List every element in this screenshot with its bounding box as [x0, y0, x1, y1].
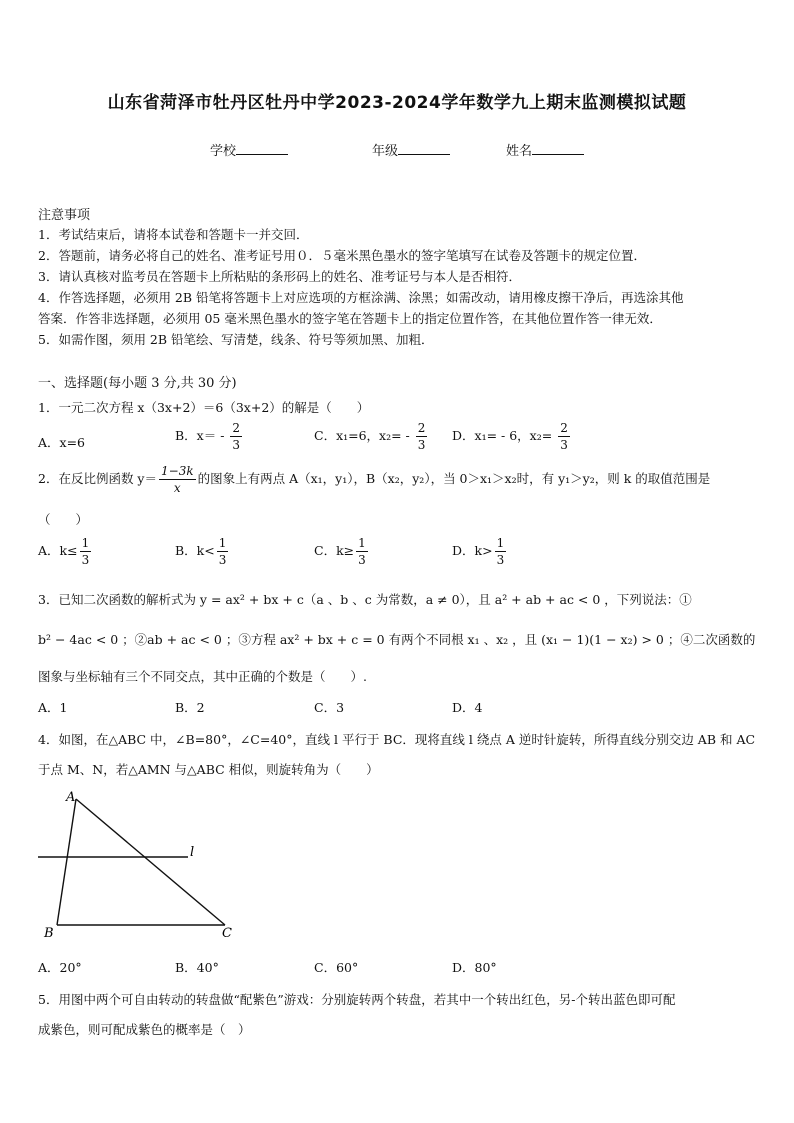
q2-stem — [38, 465, 710, 494]
q2-option-d-text: D．k> — [452, 543, 493, 558]
q2-fraction — [159, 465, 196, 494]
page-title: 山东省菏泽市牡丹区牡丹中学2023-2024学年数学九上期末监测模拟试题 — [107, 93, 687, 113]
q1-option-b — [175, 422, 244, 451]
label-b: B — [44, 926, 54, 941]
school-field — [210, 140, 288, 159]
denominator: x — [173, 481, 181, 495]
denominator: 3 — [417, 438, 426, 452]
q5-line-1: 5．用图中两个可自由转动的转盘做“配紫色”游戏：分别旋转两个转盘，若其中一个转出红色，另-个转出蓝色即可配 — [38, 992, 676, 1007]
q3-option-c: C．3 — [314, 700, 345, 715]
q1-option-b-text: B．x＝ - — [175, 428, 225, 443]
q2-stem-end: （ ） — [38, 512, 89, 527]
q1-option-a: A．x=6 — [38, 435, 86, 450]
q5-line-2: 成紫色，则可配成紫色的概率是（ ） — [38, 1022, 251, 1037]
q4-option-b: B．40° — [175, 960, 219, 975]
grade-field — [372, 140, 450, 159]
notes-heading: 注意事项 — [38, 208, 91, 223]
note-item: 4．作答选择题，必须用 2B 铅笔将答题卡上对应选项的方框涂满、涂黑；如需改动，请用橡皮擦干净后，再选涂其他 — [38, 290, 684, 305]
label-c: C — [222, 926, 232, 941]
label-a: A — [66, 790, 76, 805]
q1-option-d-text: D．x₁= - 6，x₂= — [452, 428, 553, 443]
school-label: 学校 — [210, 144, 237, 159]
note-item: 3．请认真核对监考员在答题卡上所粘贴的条形码上的姓名、准考证号与本人是否相符． — [38, 269, 521, 284]
numerator: 1 — [496, 536, 505, 550]
grade-blank — [398, 142, 450, 155]
note-item: 答案．作答非选择题，必须用 05 毫米黑色墨水的签字笔在答题卡上的指定位置作答，在其他位置作答一律无效． — [38, 311, 662, 326]
q4-option-c: C．60° — [314, 960, 359, 975]
q2-option-c — [314, 537, 370, 566]
numerator: 1 — [358, 536, 366, 550]
numerator: 2 — [417, 421, 426, 435]
triangle-figure — [30, 785, 240, 945]
q3-line-3: 图象与坐标轴有三个不同交点，其中正确的个数是（ ）. — [38, 669, 367, 684]
q2-option-c-fraction — [356, 537, 368, 566]
q2-option-b — [175, 537, 230, 566]
q1-option-c-fraction — [416, 422, 428, 451]
q1-option-c — [314, 422, 429, 451]
q4-line-1: 4．如图，在△ABC 中，∠B=80°，∠C=40°，直线 l 平行于 BC．现将直线 l 绕点 A 逆时针旋转，所得直线分别交边 AB 和 AC — [38, 732, 756, 747]
q4-line-2: 于点 M、N，若△AMN 与△ABC 相似，则旋转角为（ ） — [38, 762, 379, 777]
q2-option-a — [38, 537, 93, 566]
denominator: 3 — [232, 438, 241, 452]
numerator: 1 — [218, 536, 227, 550]
name-field — [506, 140, 584, 159]
q1-option-b-fraction — [230, 422, 242, 451]
numerator: 2 — [232, 421, 241, 435]
side-ac — [76, 799, 225, 925]
denominator: 3 — [81, 553, 90, 567]
q2-option-b-fraction — [217, 537, 229, 566]
name-blank — [532, 142, 584, 155]
q3-option-d: D．4 — [452, 700, 483, 715]
q3-option-a: A．1 — [38, 700, 68, 715]
denominator: 3 — [560, 438, 568, 452]
denominator: 3 — [218, 553, 227, 567]
q1-option-d-fraction — [558, 422, 570, 451]
numerator: 2 — [560, 421, 568, 435]
school-blank — [236, 142, 288, 155]
q1-stem: 1．一元二次方程 x（3x+2）＝6（3x+2）的解是（ ） — [38, 400, 370, 415]
section-heading: 一、选择题(每小题 3 分,共 30 分) — [38, 376, 237, 391]
q1-option-d — [452, 422, 572, 451]
name-label: 姓名 — [506, 144, 533, 159]
q3-line-1: 3．已知二次函数的解析式为 y = ax² + bx + c（a 、b 、c 为常数，a ≠ 0），且 a² + ab + ac < 0 ，下列说法：① — [38, 592, 692, 607]
note-item: 5．如需作图，须用 2B 铅笔绘、写清楚，线条、符号等须加黑、加粗． — [38, 332, 434, 347]
q2-stem-post: 的图象上有两点 A（x₁，y₁），B（x₂，y₂），当 0＞x₁＞x₂时，有 y₁＞y₂，则 k 的取值范围是 — [197, 471, 711, 486]
note-item: 2．答题前，请务必将自己的姓名、准考证号用０．５毫米黑色墨水的签字笔填写在试卷及答题卡的规定位置． — [38, 248, 646, 263]
note-item: 1．考试结束后，请将本试卷和答题卡一并交回． — [38, 227, 309, 242]
side-ab — [57, 799, 76, 925]
numerator: 1 — [81, 536, 90, 550]
q4-option-d: D．80° — [452, 960, 497, 975]
q3-option-b: B．2 — [175, 700, 205, 715]
q2-stem-pre: 2．在反比例函数 y＝ — [38, 471, 157, 486]
q2-option-d-fraction — [495, 537, 507, 566]
label-l: l — [190, 845, 195, 860]
q2-option-a-text: A．k≤ — [38, 543, 78, 558]
q3-line-2: b² − 4ac < 0 ；②ab + ac < 0 ；③方程 ax² + bx + c = 0 有两个不同根 x₁ 、x₂ ，且 (x₁ − 1)(1 − x₂) > 0 ；④二次函数的 — [38, 632, 756, 647]
q2-option-c-text: C．k≥ — [314, 543, 355, 558]
numerator: 1−3k — [161, 464, 194, 478]
q1-option-c-text: C．x₁=6，x₂= - — [314, 428, 410, 443]
q2-option-d — [452, 537, 508, 566]
denominator: 3 — [358, 553, 366, 567]
denominator: 3 — [496, 553, 505, 567]
q2-option-a-fraction — [80, 537, 92, 566]
q2-option-b-text: B．k< — [175, 543, 215, 558]
grade-label: 年级 — [372, 144, 399, 159]
q4-option-a: A．20° — [38, 960, 82, 975]
